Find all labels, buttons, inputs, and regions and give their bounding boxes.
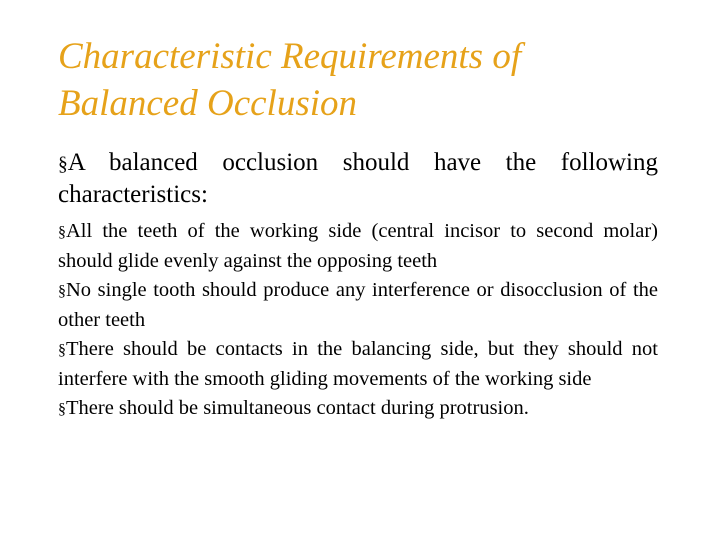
bullet-marker: § [58, 224, 66, 241]
bullet-marker: § [58, 342, 66, 359]
characteristic-text-3: There should be contacts in the balancing side, but they should not interfere with the smooth gliding movements of the working side [58, 338, 658, 390]
characteristic-bullet-2 [58, 276, 658, 335]
characteristic-text-4: There should be simultaneous contact during protrusion. [66, 397, 529, 419]
slide-title-line-2: Balanced Occlusion [58, 83, 357, 124]
slide-title [58, 33, 678, 127]
bullet-marker: § [58, 154, 68, 175]
intro-text: A balanced occlusion should have the following characteristics: [58, 149, 658, 208]
characteristic-text-2: No single tooth should produce any interference or disocclusion of the other teeth [58, 279, 658, 331]
intro-bullet [58, 148, 658, 210]
slide-title-line-1: Characteristic Requirements of [58, 36, 522, 77]
characteristic-bullet-1 [58, 217, 658, 276]
characteristic-bullet-3 [58, 335, 658, 394]
bullet-marker: § [58, 401, 66, 418]
characteristic-bullet-4 [58, 394, 658, 424]
slide-body [58, 148, 658, 424]
characteristic-text-1: All the teeth of the working side (central incisor to second molar) should glide evenly against the opposing teeth [58, 220, 658, 272]
bullet-marker: § [58, 283, 66, 300]
